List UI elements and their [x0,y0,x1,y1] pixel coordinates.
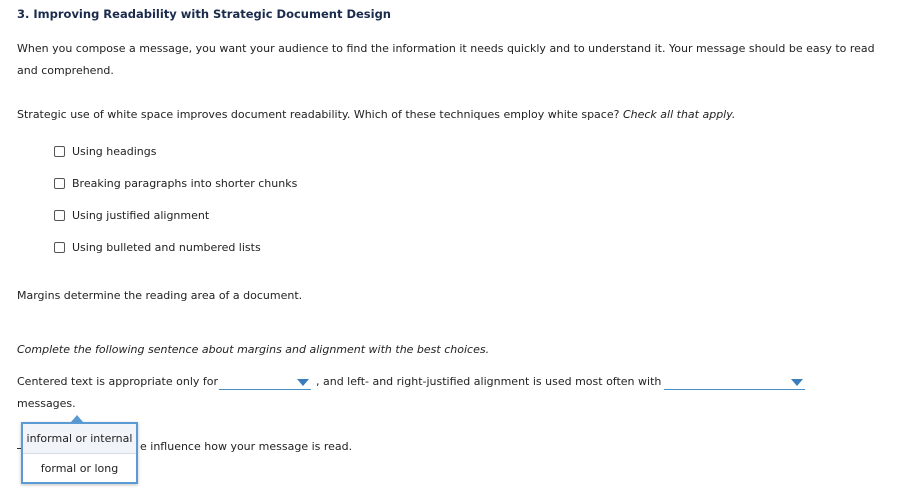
option-label: Using justified alignment [72,209,210,222]
checkbox[interactable] [54,210,65,221]
option-bulleted-lists[interactable] [54,241,261,254]
justified-alignment-dropdown[interactable] [664,375,805,390]
margins-text: Margins determine the reading area of a document. [17,289,303,302]
sentence-part-3: messages. [17,397,76,410]
section-title: 3. Improving Readability with Strategic Document Design [17,7,391,21]
option-breaking-paragraphs[interactable] [54,177,297,190]
checkbox[interactable] [54,146,65,157]
partially-hidden-sentence: e influence how your message is read. [140,440,353,453]
question-whitespace [17,108,735,121]
chevron-down-icon [297,379,309,386]
centered-text-dropdown[interactable] [219,375,311,390]
option-justified-alignment[interactable] [54,209,209,222]
question-text: Strategic use of white space improves document readability. Which of these techniques employ white space? [17,108,623,121]
sentence-part-2: , and left- and right-justified alignment is used most often with [316,375,662,388]
popup-option-formal[interactable]: formal or long [40,462,119,475]
checkbox[interactable] [54,178,65,189]
option-label: Using bulleted and numbered lists [72,241,261,254]
sentence-instruction: Complete the following sentence about margins and alignment with the best choices. [17,343,490,356]
popup-caret [71,415,83,422]
chevron-down-icon [791,379,803,386]
popup-option-informal[interactable]: informal or internal [23,424,136,454]
option-label: Breaking paragraphs into shorter chunks [72,177,298,190]
checkbox[interactable] [54,242,65,253]
dropdown-popup [21,422,138,484]
question-instruction: Check all that apply. [622,108,736,121]
sentence-part-1: Centered text is appropriate only for [17,375,219,388]
option-label: Using headings [72,145,157,158]
option-using-headings[interactable] [54,145,157,158]
intro-paragraph: When you compose a message, you want your audience to find the information it needs quickly and to understand it. Your message should be easy to read and comprehend. [17,42,875,77]
